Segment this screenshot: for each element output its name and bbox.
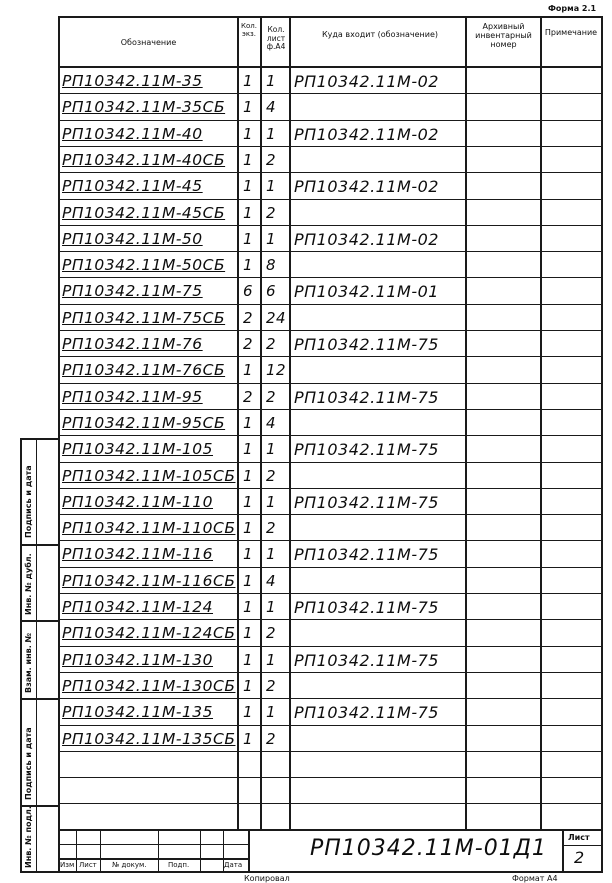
row-copies: 1	[243, 256, 254, 275]
frame-right	[601, 16, 603, 872]
row-used-in: РП10342.11М-75	[294, 335, 439, 354]
col-line-used	[289, 16, 291, 831]
document-code: РП10342.11М-01Д1	[310, 836, 547, 861]
title-block-sheet-h	[562, 845, 602, 846]
row-copies: 1	[243, 361, 254, 380]
row-copies: 1	[243, 598, 254, 616]
row-copies: 1	[243, 440, 254, 459]
row-divider	[58, 488, 602, 489]
row-divider	[58, 567, 602, 568]
title-block-top	[58, 829, 602, 831]
row-designation: РП10342.11М-50СБ	[62, 256, 226, 275]
header-designation: Обозначение	[120, 38, 177, 47]
row-divider	[58, 672, 602, 673]
row-sheets: 8	[266, 256, 277, 275]
row-copies: 1	[243, 703, 254, 722]
sheet-number: 2	[574, 848, 585, 867]
row-sheets: 1	[266, 650, 277, 669]
row-divider	[58, 593, 602, 594]
row-divider	[58, 356, 602, 357]
row-sheets: 2	[266, 519, 277, 538]
row-sheets: 1	[266, 72, 277, 90]
row-designation: РП10342.11М-130СБ	[62, 676, 236, 695]
row-copies: 1	[243, 545, 254, 564]
row-copies: 1	[243, 203, 254, 222]
side-label-orig-inv: Инв. № подл.	[24, 806, 33, 868]
row-used-in: РП10342.11М-02	[294, 177, 439, 197]
row-designation: РП10342.11М-95	[62, 387, 203, 406]
row-sheets: 2	[266, 335, 277, 353]
row-designation: РП10342.11М-116	[62, 545, 214, 564]
frame-top	[58, 16, 602, 18]
row-copies: 1	[243, 571, 254, 590]
row-divider	[58, 93, 602, 94]
row-sheets: 2	[266, 466, 277, 485]
title-block-row2	[58, 858, 248, 860]
row-divider	[58, 462, 602, 463]
row-sheets: 2	[266, 624, 277, 643]
row-divider	[58, 199, 602, 200]
frame-bottom	[20, 871, 603, 873]
header-qty-sheets: Кол. лист ф.А4	[266, 25, 286, 52]
row-designation: РП10342.11М-105	[62, 440, 214, 459]
footer-format: Формат А4	[512, 874, 558, 883]
side-label-sign-date-top: Подпись и дата	[24, 465, 33, 538]
row-designation: РП10342.11М-40СБ	[62, 150, 226, 169]
row-designation: РП10342.11М-76	[62, 335, 203, 353]
row-sheets: 4	[266, 413, 277, 432]
row-designation: РП10342.11М-116СБ	[62, 571, 236, 590]
tb-col-change: Изм	[60, 861, 75, 869]
row-sheets: 1	[266, 229, 277, 248]
row-used-in: РП10342.11М-75	[294, 598, 439, 617]
tb-col-doc-no: № докум.	[112, 861, 147, 869]
title-block-left	[248, 829, 250, 872]
row-copies: 2	[243, 335, 254, 353]
row-designation: РП10342.11М-110	[62, 492, 214, 511]
header-where-used: Куда входит (обозначение)	[321, 30, 439, 39]
row-copies: 1	[243, 413, 254, 432]
row-divider	[58, 646, 602, 647]
row-copies: 1	[243, 729, 254, 748]
tb-col-sign: Подп.	[168, 861, 190, 869]
row-designation: РП10342.11М-50	[62, 229, 203, 248]
row-divider	[58, 277, 602, 278]
row-used-in: РП10342.11М-02	[294, 72, 439, 91]
row-designation: РП10342.11М-124СБ	[62, 624, 236, 643]
side-label-replace-inv: Взам. инв. №	[24, 632, 33, 693]
row-designation: РП10342.11М-40	[62, 124, 203, 143]
row-divider	[58, 330, 602, 331]
row-designation: РП10342.11М-135СБ	[62, 729, 236, 748]
row-used-in: РП10342.11М-75	[294, 650, 439, 670]
row-divider	[58, 304, 602, 305]
tb-col-1	[76, 829, 77, 872]
row-copies: 1	[243, 650, 254, 669]
row-divider	[58, 172, 602, 173]
header-archive: Архивный инвентарный номер	[475, 22, 532, 50]
row-used-in: РП10342.11М-75	[294, 703, 439, 723]
row-divider	[58, 251, 602, 252]
row-used-in: РП10342.11М-02	[294, 229, 439, 249]
row-sheets: 6	[266, 282, 277, 301]
row-divider	[58, 540, 602, 541]
row-divider	[58, 383, 602, 384]
row-divider	[58, 435, 602, 436]
row-sheets: 4	[266, 571, 277, 590]
row-designation: РП10342.11М-35	[62, 72, 203, 90]
col-line-note	[540, 16, 542, 831]
row-designation: РП10342.11М-95СБ	[62, 413, 226, 432]
row-designation: РП10342.11М-45	[62, 177, 203, 196]
header-qty-copies: Кол. экз.	[241, 22, 257, 39]
row-sheets: 2	[266, 203, 277, 222]
col-line-copies	[237, 16, 239, 831]
row-copies: 2	[243, 308, 254, 327]
row-divider	[58, 120, 602, 121]
row-divider	[58, 698, 602, 699]
title-block-sheet-sep	[562, 829, 564, 872]
row-designation: РП10342.11М-75СБ	[62, 308, 226, 327]
row-divider	[58, 514, 602, 515]
row-used-in: РП10342.11М-75	[294, 387, 439, 407]
row-copies: 1	[243, 124, 254, 143]
row-sheets: 24	[266, 308, 287, 327]
row-sheets: 2	[266, 387, 277, 406]
row-sheets: 2	[266, 150, 277, 169]
row-designation: РП10342.11М-76СБ	[62, 361, 226, 380]
tb-col-3	[158, 829, 159, 872]
row-copies: 1	[243, 676, 254, 695]
row-sheets: 1	[266, 177, 277, 196]
row-copies: 1	[243, 150, 254, 169]
row-designation: РП10342.11М-124	[62, 598, 214, 616]
row-copies: 1	[243, 177, 254, 196]
side-sep-1	[20, 544, 60, 546]
side-strip-top	[20, 438, 60, 440]
row-sheets: 1	[266, 545, 277, 564]
row-divider-empty	[58, 803, 602, 804]
tb-col-2	[100, 829, 101, 872]
row-designation: РП10342.11М-75	[62, 282, 203, 301]
header-note: Примечание	[544, 28, 598, 37]
header-bottom-line	[58, 66, 602, 68]
row-divider	[58, 619, 602, 620]
row-sheets: 4	[266, 98, 277, 117]
row-used-in: РП10342.11М-02	[294, 124, 439, 144]
title-block-row1	[58, 844, 248, 845]
row-copies: 2	[243, 387, 254, 406]
side-sep-3	[20, 698, 60, 700]
row-sheets: 1	[266, 124, 277, 143]
row-copies: 1	[243, 229, 254, 248]
row-designation: РП10342.11М-45СБ	[62, 203, 226, 222]
row-sheets: 1	[266, 703, 277, 722]
tb-col-4	[200, 829, 201, 872]
row-divider-empty	[58, 777, 602, 778]
side-sep-2	[20, 620, 60, 622]
tb-col-date: Дата	[224, 861, 243, 869]
row-sheets: 2	[266, 729, 277, 748]
col-line-sheets	[260, 16, 262, 831]
row-copies: 1	[243, 98, 254, 117]
row-sheets: 2	[266, 676, 277, 695]
row-sheets: 1	[266, 492, 277, 511]
row-designation: РП10342.11М-135	[62, 703, 214, 722]
row-sheets: 1	[266, 440, 277, 459]
sheet-label: Лист	[568, 833, 590, 842]
row-divider	[58, 409, 602, 410]
row-used-in: РП10342.11М-75	[294, 440, 439, 460]
row-copies: 1	[243, 519, 254, 538]
row-sheets: 1	[266, 598, 277, 616]
row-sheets: 12	[266, 361, 287, 380]
row-used-in: РП10342.11М-75	[294, 545, 439, 565]
side-label-sign-date-bottom: Подпись и дата	[24, 727, 33, 800]
row-copies: 1	[243, 492, 254, 511]
row-used-in: РП10342.11М-01	[294, 282, 439, 302]
row-copies: 1	[243, 466, 254, 485]
row-used-in: РП10342.11М-75	[294, 492, 439, 512]
row-copies: 6	[243, 282, 254, 301]
row-divider	[58, 725, 602, 726]
row-copies: 1	[243, 72, 254, 90]
tb-col-sheet: Лист	[79, 861, 97, 869]
row-divider	[58, 751, 602, 752]
row-designation: РП10342.11М-130	[62, 650, 214, 669]
row-copies: 1	[243, 624, 254, 643]
row-designation: РП10342.11М-110СБ	[62, 519, 236, 538]
row-designation: РП10342.11М-105СБ	[62, 466, 236, 485]
footer-copied: Копировал	[244, 874, 290, 883]
form-label: Форма 2.1	[548, 4, 597, 13]
frame-left	[58, 16, 60, 872]
col-line-archive	[465, 16, 467, 831]
side-label-dup-inv: Инв. № дубл.	[24, 553, 33, 615]
row-designation: РП10342.11М-35СБ	[62, 98, 226, 117]
row-divider	[58, 146, 602, 147]
row-divider	[58, 225, 602, 226]
